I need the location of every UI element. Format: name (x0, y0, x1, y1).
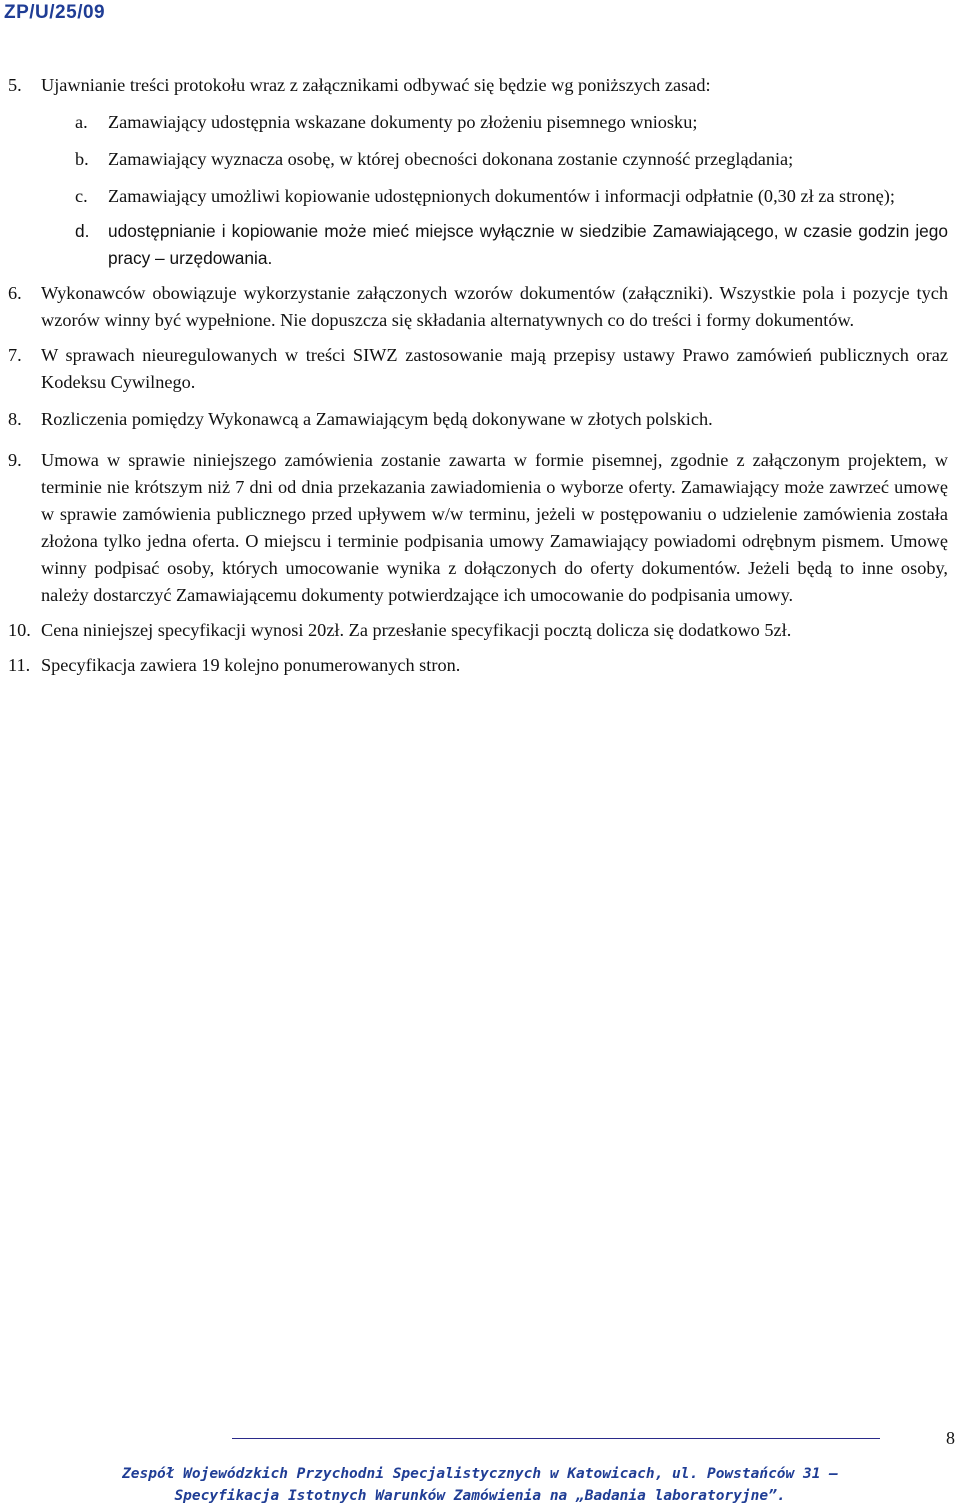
item-text: Ujawnianie treści protokołu wraz z załącznikami odbywać się będzie wg poniższych zasad: (41, 75, 711, 95)
item-text: Umowa w sprawie niniejszego zamówienia zostanie zawarta w formie pisemnej, zgodnie z załączonym projektem, w terminie nie krótszym niż 7 dni od dnia przekazania zawiadomienia o wyborze oferty. Zamawiający może zawrzeć umowę w sprawie zamówienia publicznego przed upływem w/w terminu, jeżeli w postępowaniu o udzielenie zamówienia została złożona tylko jedna oferta. O miejscu i terminie podpisania umowy Zamawiający powiadomi odrębnym pismem. Umowę winny podpisać osoby, których umocowanie wynika z dołączonych do oferty dokumentów. Jeżeli będą to inne osoby, należy dostarczyć Zamawiającemu dokumenty potwierdzające ich umocowanie do podpisania umowy. (41, 450, 948, 605)
list-item-9 (8, 447, 948, 609)
item-text: Zamawiający wyznacza osobę, w której obecności dokonana zostanie czynność przeglądania; (108, 149, 794, 169)
document-code: ZP/U/25/09 (4, 2, 106, 23)
sub-item-c (75, 183, 948, 210)
item-number: 7. (8, 345, 22, 365)
list-item-6 (8, 280, 948, 334)
list-item-5 (8, 72, 948, 99)
item-text: Specyfikacja zawiera 19 kolejno ponumerowanych stron. (41, 655, 461, 675)
footer-divider (232, 1438, 880, 1439)
sub-item-a (75, 109, 948, 136)
item-text: udostępnianie i kopiowanie może mieć miejsce wyłącznie w siedzibie Zamawiającego, w czasie godzin jego pracy – urzędowania. (108, 221, 948, 268)
item-number: 5. (8, 75, 22, 95)
page-number: 8 (946, 1428, 955, 1448)
list-item-8 (8, 406, 948, 433)
item-letter: a. (75, 112, 88, 132)
item-letter: c. (75, 186, 88, 206)
list-item-7 (8, 342, 948, 396)
item-number: 6. (8, 283, 22, 303)
item-text: Zamawiający udostępnia wskazane dokumenty po złożeniu pisemnego wniosku; (108, 112, 698, 132)
list-item-10 (8, 617, 948, 644)
list-item-11 (8, 652, 948, 679)
item-letter: b. (75, 149, 89, 169)
footer-institution: Zespół Wojewódzkich Przychodni Specjalistycznych w Katowicach, ul. Powstańców 31 – (122, 1466, 838, 1482)
item-letter: d. (75, 221, 90, 241)
footer-spec-title: Specyfikacja Istotnych Warunków Zamówienia na „Badania laboratoryjne”. (174, 1488, 786, 1504)
item-text: Rozliczenia pomiędzy Wykonawcą a Zamawiającym będą dokonywane w złotych polskich. (41, 409, 713, 429)
sub-item-b (75, 146, 948, 173)
document-body (8, 72, 948, 679)
item-text: Zamawiający umożliwi kopiowanie udostępnionych dokumentów i informacji odpłatnie (0,30 zł za stronę); (108, 186, 895, 206)
item-number: 10. (8, 620, 31, 640)
item-text: Cena niniejszej specyfikacji wynosi 20zł. Za przesłanie specyfikacji pocztą dolicza się dodatkowo 5zł. (41, 620, 792, 640)
item-number: 8. (8, 409, 22, 429)
item-number: 9. (8, 450, 22, 470)
item-text: Wykonawców obowiązuje wykorzystanie załączonych wzorów dokumentów (załączniki). Wszystkie pola i pozycje tych wzorów winny być wypełnione. Nie dopuszcza się składania alternatywnych co do treści i formy dokumentów. (41, 283, 948, 330)
sub-item-d (75, 218, 948, 272)
item-text: W sprawach nieuregulowanych w treści SIWZ zastosowanie mają przepisy ustawy Prawo zamówień publicznych oraz Kodeksu Cywilnego. (41, 345, 948, 392)
item-number: 11. (8, 655, 31, 675)
